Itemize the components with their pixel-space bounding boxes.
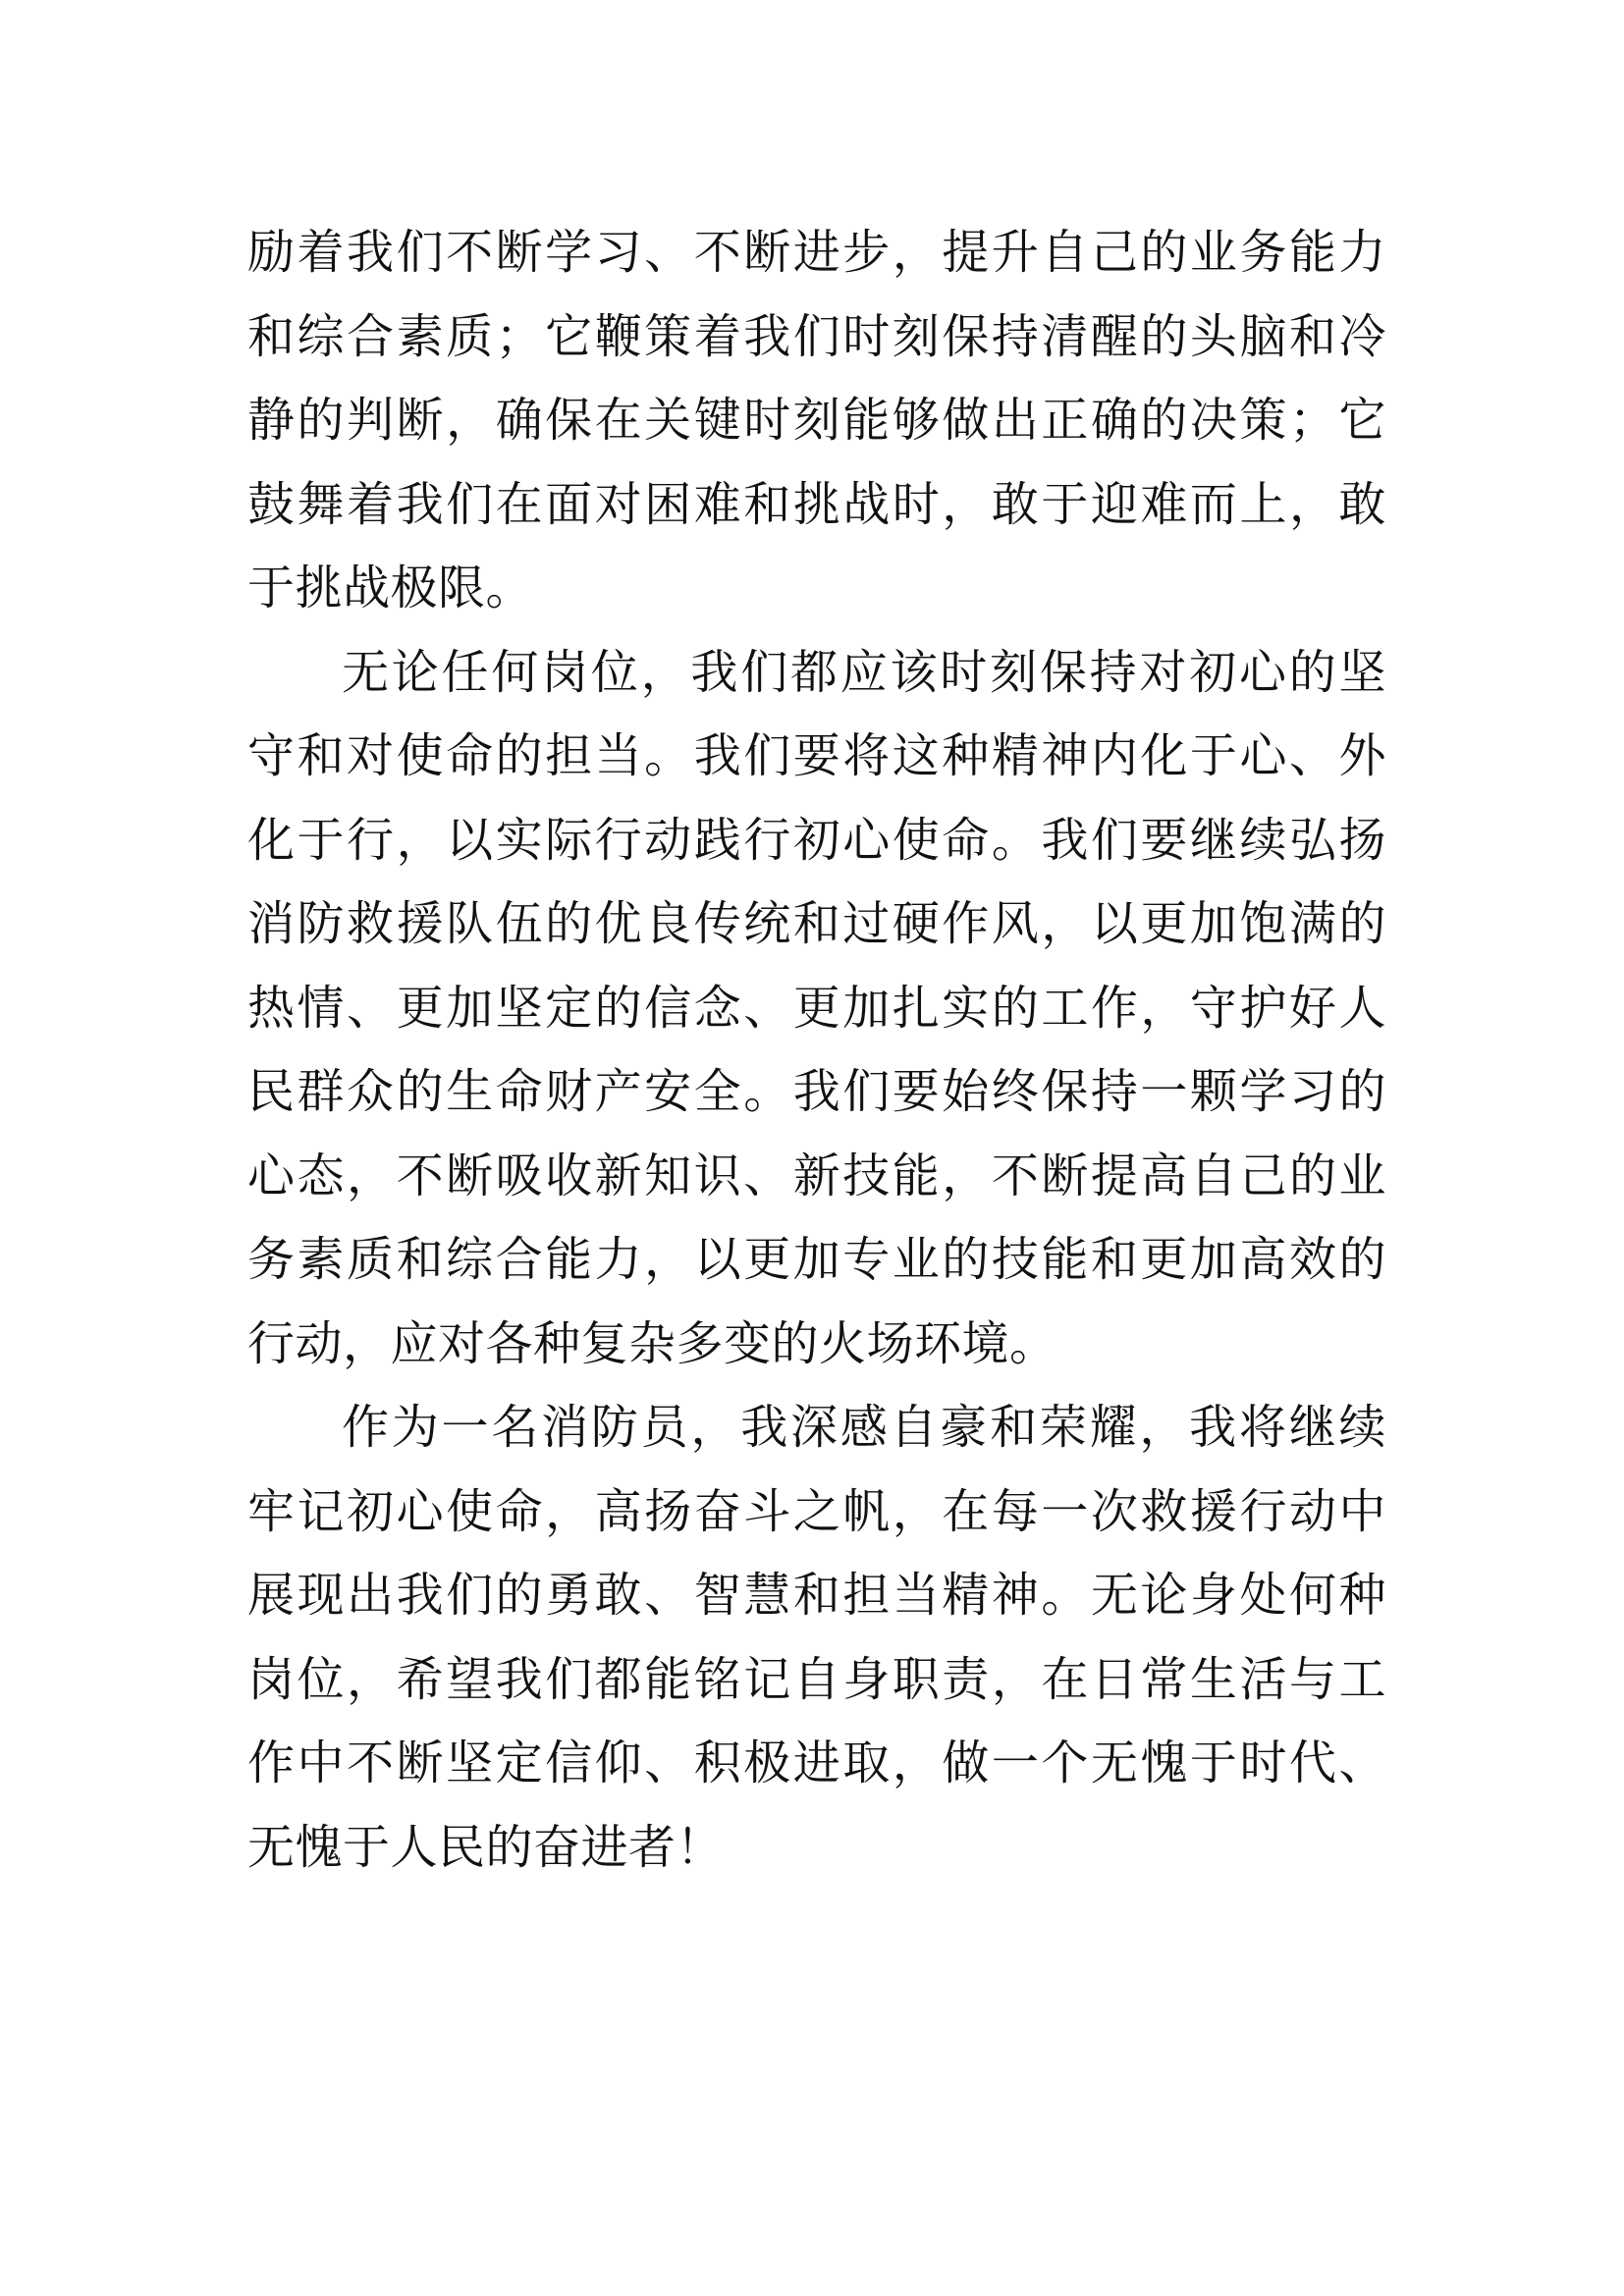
paragraph-2: 无论任何岗位，我们都应该时刻保持对初心的坚守和对使命的担当。我们要将这种精神内化于心、外化于行，以实际行动践行初心使命。我们要继续弘扬消防救援队伍的优良传统和过硬作风，以更加饱满的热情、更加坚定的信念、更加扎实的工作，守护好人民群众的生命财产安全。我们要始终保持一颗学习的心态，不断吸收新知识、新技能，不断提高自己的业务素质和综合能力，以更加专业的技能和更加高效的行动，应对各种复杂多变的火场环境。 [247, 644, 1386, 1371]
document-body [247, 211, 1386, 1890]
paragraph-1: 励着我们不断学习、不断进步，提升自己的业务能力和综合素质；它鞭策着我们时刻保持清醒的头脑和冷静的判断，确保在关键时刻能够做出正确的决策；它鼓舞着我们在面对困难和挑战时，敢于迎难而上，敢于挑战极限。 [247, 225, 1386, 615]
paragraph-3: 作为一名消防员，我深感自豪和荣耀，我将继续牢记初心使命，高扬奋斗之帆，在每一次救援行动中展现出我们的勇敢、智慧和担当精神。无论身处何种岗位，希望我们都能铭记自身职责，在日常生活与工作中不断坚定信仰、积极进取，做一个无愧于时代、无愧于人民的奋进者！ [247, 1400, 1386, 1875]
